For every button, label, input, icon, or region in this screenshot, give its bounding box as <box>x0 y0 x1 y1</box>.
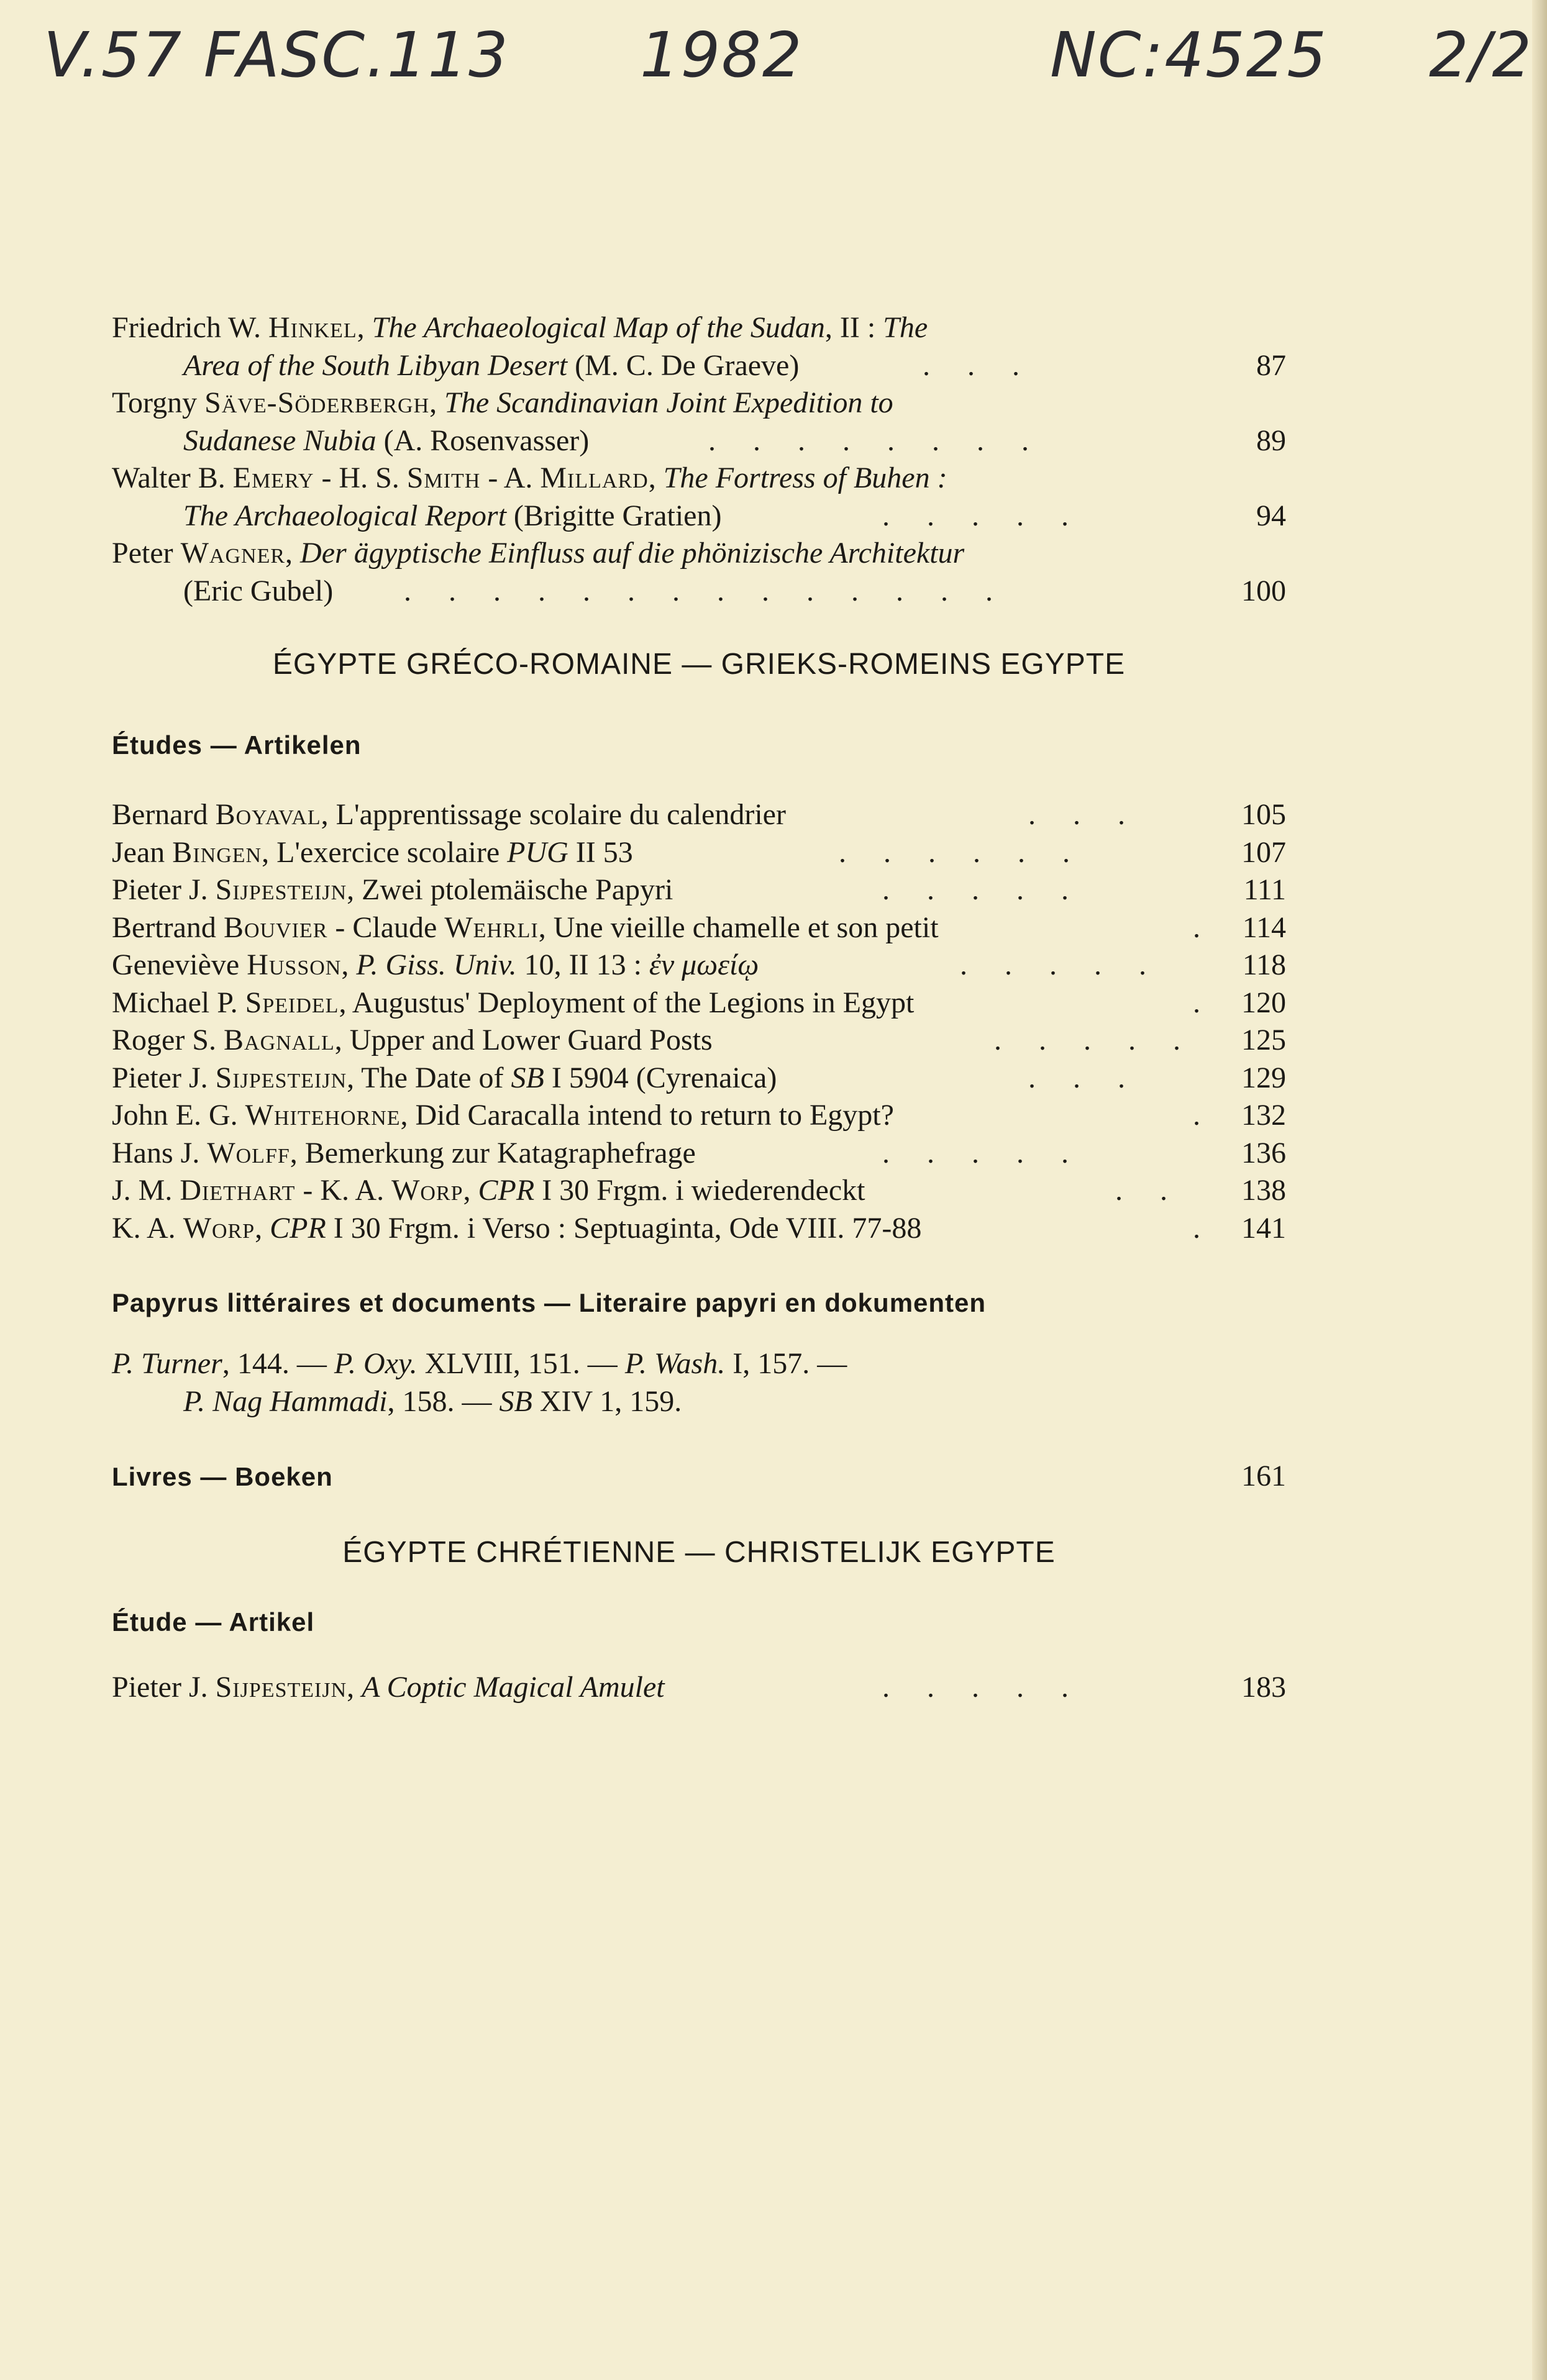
toc-entry: Torgny Säve-Söderbergh, The Scandinavian Joint Expedition to Sudanese Nubia (A. Rosenvasser) . . . . . . . . 89 <box>112 384 1286 460</box>
toc-entry: Hans J. Wolff, Bemerkung zur Katagraphefrage . . . . . 136 <box>112 1135 1286 1173</box>
toc-entry: Bernard Boyaval, L'apprentissage scolaire du calendrier . . . 105 <box>112 796 1286 834</box>
toc-entry: Pieter J. Sijpesteijn, The Date of SB I 5904 (Cyrenaica) . . . 129 <box>112 1060 1286 1097</box>
toc-entry: Pieter J. Sijpesteijn, A Coptic Magical Amulet . . . . . 183 <box>112 1669 1286 1707</box>
papyri-line: P. Turner, 144. — P. Oxy. XLVIII, 151. — P. Wash. I, 157. — <box>112 1347 847 1380</box>
books-heading: Livres — Boeken <box>112 1462 333 1491</box>
toc-entry: Peter Wagner, Der ägyptische Einfluss auf die phönizische Architektur (Eric Gubel) . . . . . . . . . . . . . . 100 <box>112 535 1286 610</box>
papyri-line: P. Nag Hammadi, 158. — SB XIV 1, 159. <box>183 1384 682 1418</box>
page-number: 114 <box>1242 911 1286 944</box>
toc-entry: Geneviève Husson, P. Giss. Univ. 10, II 13 : ἐν μωείῳ . . . . . 118 <box>112 947 1286 984</box>
page-number: 136 <box>1241 1136 1286 1170</box>
page-number: 111 <box>1243 873 1286 906</box>
hw-volume: V.57 FASC.113 <box>43 19 509 91</box>
papyri-heading: Papyrus littéraires et documents — Literaire papyri en dokumenten <box>112 1288 987 1317</box>
page-number: 105 <box>1241 798 1286 831</box>
page-number: 107 <box>1241 835 1286 869</box>
toc-entry: Pieter J. Sijpesteijn, Zwei ptolemäische Papyri . . . . . 111 <box>112 871 1286 909</box>
page-number: 141 <box>1241 1211 1286 1245</box>
toc-entry: John E. G. Whitehorne, Did Caracalla intend to return to Egypt? . 132 <box>112 1097 1286 1135</box>
toc-entry: K. A. Worp, CPR I 30 Frgm. i Verso : Septuaginta, Ode VIII. 77-88 . 141 <box>112 1210 1286 1248</box>
toc-entry: Bertrand Bouvier - Claude Wehrli, Une vieille chamelle et son petit . 114 <box>112 909 1286 947</box>
page-number: 129 <box>1241 1061 1286 1094</box>
section-heading-greco-roman: ÉGYPTE GRÉCO-ROMAINE — GRIEKS-ROMEINS EGYPTE <box>272 648 1126 681</box>
hw-fraction: 2/2 <box>1429 19 1533 91</box>
page-number: 118 <box>1242 948 1286 981</box>
handwritten-annotation <box>0 19 1547 124</box>
page-number: 100 <box>1241 574 1286 607</box>
studies-heading: Études — Artikelen <box>112 730 362 760</box>
page-number: 120 <box>1241 986 1286 1019</box>
toc-entry: Roger S. Bagnall, Upper and Lower Guard Posts . . . . . 125 <box>112 1022 1286 1060</box>
toc-entry: Walter B. Emery - H. S. Smith - A. Millard, The Fortress of Buhen : The Archaeological Report (Brigitte Gratien) . . . . . 94 <box>112 460 1286 535</box>
page-number: 183 <box>1241 1670 1286 1704</box>
page-number: 125 <box>1241 1024 1286 1056</box>
page-edge <box>1532 0 1547 2380</box>
hw-year: 1982 <box>640 19 803 91</box>
section-heading-christian: ÉGYPTE CHRÉTIENNE — CHRISTELIJK EGYPTE <box>342 1535 1056 1569</box>
page-number: 138 <box>1241 1174 1286 1207</box>
table-of-contents <box>112 309 1286 1706</box>
study-heading: Étude — Artikel <box>112 1607 315 1637</box>
hw-call-number: NC:4525 <box>1050 19 1328 91</box>
page-number: 94 <box>1256 499 1286 532</box>
page-number: 161 <box>1241 1460 1286 1492</box>
page-number: 87 <box>1256 348 1286 382</box>
page-number: 132 <box>1241 1099 1286 1132</box>
toc-entry: Jean Bingen, L'exercice scolaire PUG II 53 . . . . . . 107 <box>112 834 1286 872</box>
toc-entry: Friedrich W. Hinkel, The Archaeological Map of the Sudan, II : The Area of the South Libyan Desert (M. C. De Graeve) . . . 87 <box>112 309 1286 384</box>
toc-entry: J. M. Diethart - K. A. Worp, CPR I 30 Frgm. i wiederendeckt . . 138 <box>112 1172 1286 1210</box>
page-number: 89 <box>1256 424 1286 457</box>
toc-entry: Michael P. Speidel, Augustus' Deployment of the Legions in Egypt . 120 <box>112 984 1286 1022</box>
books-row <box>112 1458 1286 1496</box>
